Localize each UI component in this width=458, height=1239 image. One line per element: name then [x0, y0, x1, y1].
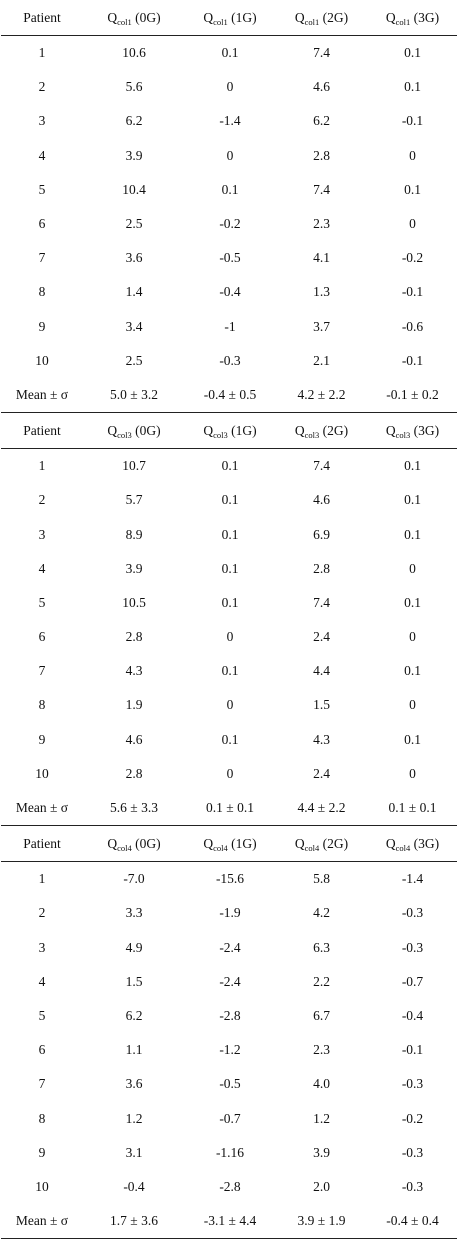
q-suffix: (0G) — [131, 835, 161, 851]
patient-id-cell: 7 — [38, 663, 46, 679]
q-suffix: (3G) — [410, 835, 440, 851]
value-cell: 3.9 — [125, 147, 143, 163]
q-symbol: Q — [107, 835, 118, 851]
value-cell: 4.9 — [125, 939, 143, 955]
patient-id-cell: 1 — [38, 45, 46, 61]
value-cell: 0 — [409, 765, 416, 781]
header-q-column — [185, 826, 275, 862]
header-row — [1, 413, 457, 449]
mean-row — [1, 1204, 457, 1239]
value-cell: 3.9 — [313, 1144, 330, 1160]
value-cell: 2.3 — [313, 1042, 330, 1058]
header-patient: Patient — [1, 413, 83, 449]
patient-id-cell: 3 — [38, 939, 46, 955]
value-cell: 2.4 — [313, 765, 330, 781]
table-row — [1, 173, 457, 207]
value-cell: 0 — [226, 79, 234, 95]
value-cell: 6.7 — [313, 1007, 330, 1023]
value-cell: -0.4 — [123, 1178, 145, 1194]
value-cell: -7.0 — [123, 871, 145, 887]
value-cell: 3.6 — [125, 1076, 143, 1092]
mean-value-cell: 5.0 ± 3.2 — [83, 378, 185, 413]
value-cell: 0 — [226, 765, 234, 781]
mean-value-cell: 4.4 ± 2.2 — [275, 791, 368, 826]
value-cell: 0 — [409, 216, 416, 232]
mean-value-cell: -0.1 ± 0.2 — [368, 378, 457, 413]
patient-id-cell: 9 — [38, 1144, 46, 1160]
value-cell: -0.2 — [219, 216, 241, 232]
table-row — [1, 552, 457, 586]
value-cell: -0.1 — [401, 1042, 424, 1058]
value-cell: -0.1 — [401, 352, 424, 368]
mean-row — [1, 791, 457, 826]
value-cell: 2.0 — [313, 1178, 330, 1194]
patient-id-cell: 5 — [38, 594, 46, 610]
value-cell: -2.8 — [219, 1007, 241, 1023]
value-cell: 8.9 — [125, 526, 143, 542]
q-subscript: col1 — [395, 16, 411, 27]
patient-id-cell: 5 — [38, 181, 46, 197]
value-cell: 0.1 — [404, 79, 421, 95]
table-row — [1, 70, 457, 104]
value-cell: 10.6 — [122, 45, 146, 61]
value-cell: 0 — [226, 147, 234, 163]
patient-id-cell: 3 — [38, 113, 46, 129]
value-cell: 6.3 — [313, 939, 330, 955]
q-symbol: Q — [203, 9, 214, 25]
value-cell: -0.1 — [401, 113, 424, 129]
value-cell: 7.4 — [313, 181, 330, 197]
value-cell: 2.2 — [313, 973, 330, 989]
mean-value-cell: -0.4 ± 0.4 — [368, 1204, 457, 1239]
value-cell: 0.1 — [221, 526, 239, 542]
value-cell: 0 — [409, 697, 416, 713]
q-symbol: Q — [385, 422, 396, 438]
patient-id-cell: 7 — [38, 1076, 46, 1092]
patient-id-cell: 6 — [38, 1042, 46, 1058]
value-cell: -0.2 — [401, 250, 424, 266]
table-row — [1, 896, 457, 930]
table-row — [1, 36, 457, 71]
header-patient: Patient — [1, 826, 83, 862]
value-cell: -0.1 — [401, 284, 424, 300]
patient-id-cell: 8 — [38, 697, 46, 713]
header-row — [1, 826, 457, 862]
value-cell: -1.16 — [215, 1144, 245, 1160]
patient-id-cell: 10 — [35, 765, 49, 781]
mean-value-cell: 4.2 ± 2.2 — [275, 378, 368, 413]
table-row — [1, 688, 457, 722]
header-q-column — [83, 826, 185, 862]
q-suffix: (3G) — [410, 422, 440, 438]
header-q-column — [368, 413, 457, 449]
value-cell: 4.0 — [313, 1076, 330, 1092]
q-subscript: col1 — [213, 16, 228, 27]
table-row — [1, 275, 457, 309]
mean-value-cell: -3.1 ± 4.4 — [185, 1204, 275, 1239]
value-cell: -2.8 — [219, 1178, 241, 1194]
q-subscript: col3 — [117, 429, 132, 440]
value-cell: 5.6 — [125, 79, 143, 95]
header-row — [1, 0, 457, 36]
value-cell: 0.1 — [221, 560, 239, 576]
patient-id-cell: 2 — [38, 79, 46, 95]
value-cell: 4.1 — [313, 250, 330, 266]
value-cell: 0 — [226, 697, 234, 713]
value-cell: -15.6 — [215, 871, 245, 887]
q-symbol: Q — [385, 835, 396, 851]
q-suffix: (0G) — [131, 422, 161, 438]
patient-id-cell: 10 — [35, 352, 49, 368]
value-cell: -2.4 — [219, 939, 241, 955]
table-section-col3 — [1, 413, 457, 826]
value-cell: 2.5 — [125, 216, 143, 232]
patient-id-cell: 6 — [38, 629, 46, 645]
q-subscript: col4 — [117, 842, 132, 853]
q-symbol: Q — [294, 835, 305, 851]
data-table — [1, 0, 457, 1239]
value-cell: 1.5 — [125, 973, 143, 989]
table-row — [1, 1136, 457, 1170]
q-subscript: col3 — [304, 429, 320, 440]
value-cell: 7.4 — [313, 458, 330, 474]
value-cell: 0.1 — [404, 731, 421, 747]
q-subscript: col4 — [304, 842, 320, 853]
value-cell: 0.1 — [221, 458, 239, 474]
value-cell: 10.4 — [122, 181, 146, 197]
q-symbol: Q — [294, 9, 305, 25]
value-cell: 3.9 — [125, 560, 143, 576]
patient-id-cell: 7 — [38, 250, 46, 266]
value-cell: -0.7 — [401, 973, 424, 989]
table-row — [1, 344, 457, 378]
patient-id-cell: 3 — [38, 526, 46, 542]
value-cell: 1.4 — [125, 284, 143, 300]
q-subscript: col4 — [395, 842, 411, 853]
table-row — [1, 241, 457, 275]
q-symbol: Q — [203, 835, 214, 851]
value-cell: -0.3 — [401, 1144, 424, 1160]
table-section-col4 — [1, 826, 457, 1239]
header-patient: Patient — [1, 0, 83, 36]
value-cell: -0.4 — [401, 1007, 424, 1023]
mean-value-cell: 3.9 ± 1.9 — [275, 1204, 368, 1239]
table-row — [1, 654, 457, 688]
header-q-column — [275, 0, 368, 36]
value-cell: 1.3 — [313, 284, 330, 300]
table-section-col1 — [1, 0, 457, 413]
value-cell: 7.4 — [313, 45, 330, 61]
mean-value-cell: 1.7 ± 3.6 — [83, 1204, 185, 1239]
q-suffix: (2G) — [319, 422, 349, 438]
value-cell: -0.3 — [219, 352, 241, 368]
value-cell: 5.7 — [125, 492, 143, 508]
q-suffix: (2G) — [319, 835, 349, 851]
mean-row — [1, 378, 457, 413]
patient-id-cell: 8 — [38, 1110, 46, 1126]
value-cell: 0.1 — [221, 594, 239, 610]
value-cell: 10.7 — [122, 458, 146, 474]
value-cell: 6.2 — [313, 113, 330, 129]
header-q-column — [83, 413, 185, 449]
patient-id-cell: 4 — [38, 147, 46, 163]
value-cell: -1.9 — [219, 905, 241, 921]
mean-label: Mean ± σ — [1, 791, 83, 826]
value-cell: 4.2 — [313, 905, 330, 921]
value-cell: 3.4 — [125, 318, 143, 334]
value-cell: 0 — [226, 629, 234, 645]
mean-value-cell: 0.1 ± 0.1 — [368, 791, 457, 826]
value-cell: 2.8 — [313, 147, 330, 163]
value-cell: 6.2 — [125, 1007, 143, 1023]
value-cell: -0.3 — [401, 1076, 424, 1092]
value-cell: 0 — [409, 560, 416, 576]
value-cell: -1.4 — [401, 871, 424, 887]
header-q-column — [83, 0, 185, 36]
q-subscript: col3 — [213, 429, 228, 440]
patient-id-cell: 9 — [38, 318, 46, 334]
value-cell: -2.4 — [219, 973, 241, 989]
value-cell: -0.6 — [401, 318, 424, 334]
header-q-column — [368, 0, 457, 36]
q-symbol: Q — [294, 422, 305, 438]
mean-label: Mean ± σ — [1, 1204, 83, 1239]
q-suffix: (1G) — [227, 835, 257, 851]
patient-id-cell: 4 — [38, 560, 46, 576]
value-cell: 0.1 — [404, 458, 421, 474]
value-cell: 6.9 — [313, 526, 330, 542]
value-cell: 4.6 — [313, 492, 330, 508]
table-row — [1, 586, 457, 620]
value-cell: 2.8 — [125, 629, 143, 645]
table-row — [1, 931, 457, 965]
table-row — [1, 1170, 457, 1204]
table-row — [1, 1033, 457, 1067]
table-row — [1, 999, 457, 1033]
header-q-column — [275, 413, 368, 449]
patient-id-cell: 1 — [38, 871, 46, 887]
value-cell: -0.2 — [401, 1110, 424, 1126]
value-cell: 2.4 — [313, 629, 330, 645]
value-cell: 2.8 — [125, 765, 143, 781]
value-cell: 1.5 — [313, 697, 330, 713]
mean-value-cell: 0.1 ± 0.1 — [185, 791, 275, 826]
value-cell: 3.3 — [125, 905, 143, 921]
value-cell: 5.8 — [313, 871, 330, 887]
value-cell: 4.6 — [125, 731, 143, 747]
value-cell: 3.1 — [125, 1144, 143, 1160]
value-cell: -0.3 — [401, 939, 424, 955]
table-row — [1, 483, 457, 517]
patient-id-cell: 1 — [38, 458, 46, 474]
q-symbol: Q — [107, 422, 118, 438]
value-cell: 0.1 — [221, 663, 239, 679]
header-q-column — [275, 826, 368, 862]
value-cell: 1.2 — [313, 1110, 330, 1126]
value-cell: 10.5 — [122, 594, 146, 610]
patient-id-cell: 4 — [38, 973, 46, 989]
q-symbol: Q — [107, 9, 118, 25]
q-subscript: col3 — [395, 429, 411, 440]
table-row — [1, 139, 457, 173]
table-row — [1, 517, 457, 551]
header-q-column — [185, 0, 275, 36]
q-subscript: col1 — [117, 16, 132, 27]
value-cell: 2.3 — [313, 216, 330, 232]
value-cell: 1.2 — [125, 1110, 143, 1126]
patient-id-cell: 10 — [35, 1178, 49, 1194]
table-row — [1, 1101, 457, 1135]
table-row — [1, 310, 457, 344]
table-row — [1, 104, 457, 138]
value-cell: -0.5 — [219, 1076, 241, 1092]
value-cell: 2.8 — [313, 560, 330, 576]
value-cell: 1.9 — [125, 697, 143, 713]
q-symbol: Q — [385, 9, 396, 25]
q-suffix: (0G) — [131, 9, 161, 25]
patient-id-cell: 2 — [38, 492, 46, 508]
q-suffix: (3G) — [410, 9, 440, 25]
value-cell: 3.7 — [313, 318, 330, 334]
value-cell: 0.1 — [221, 492, 239, 508]
table-row — [1, 620, 457, 654]
q-subscript: col4 — [213, 842, 228, 853]
header-q-column — [368, 826, 457, 862]
mean-label: Mean ± σ — [1, 378, 83, 413]
value-cell: 0.1 — [404, 492, 421, 508]
table-row — [1, 965, 457, 999]
mean-value-cell: -0.4 ± 0.5 — [185, 378, 275, 413]
q-symbol: Q — [203, 422, 214, 438]
value-cell: 2.5 — [125, 352, 143, 368]
header-q-column — [185, 413, 275, 449]
value-cell: -0.3 — [401, 905, 424, 921]
value-cell: -0.7 — [219, 1110, 241, 1126]
value-cell: 7.4 — [313, 594, 330, 610]
patient-id-cell: 2 — [38, 905, 46, 921]
q-suffix: (1G) — [227, 422, 257, 438]
value-cell: 3.6 — [125, 250, 143, 266]
value-cell: 1.1 — [125, 1042, 143, 1058]
value-cell: 0.1 — [221, 181, 239, 197]
value-cell: -1.4 — [219, 113, 241, 129]
patient-id-cell: 5 — [38, 1007, 46, 1023]
value-cell: 0.1 — [221, 731, 239, 747]
table-row — [1, 449, 457, 484]
q-suffix: (2G) — [319, 9, 349, 25]
value-cell: 4.3 — [125, 663, 143, 679]
patient-id-cell: 9 — [38, 731, 46, 747]
value-cell: 0.1 — [404, 181, 421, 197]
mean-value-cell: 5.6 ± 3.3 — [83, 791, 185, 826]
value-cell: -1 — [224, 318, 236, 334]
q-subscript: col1 — [304, 16, 320, 27]
value-cell: 0.1 — [404, 663, 421, 679]
value-cell: 0.1 — [221, 45, 239, 61]
value-cell: 4.3 — [313, 731, 330, 747]
table-row — [1, 723, 457, 757]
value-cell: -0.5 — [219, 250, 241, 266]
value-cell: 0.1 — [404, 526, 421, 542]
value-cell: 0 — [409, 629, 416, 645]
value-cell: 0.1 — [404, 45, 421, 61]
value-cell: 0.1 — [404, 594, 421, 610]
value-cell: -1.2 — [219, 1042, 241, 1058]
value-cell: 6.2 — [125, 113, 143, 129]
value-cell: -0.4 — [219, 284, 241, 300]
table-row — [1, 862, 457, 897]
value-cell: 4.4 — [313, 663, 330, 679]
patient-id-cell: 6 — [38, 216, 46, 232]
value-cell: 2.1 — [313, 352, 330, 368]
patient-id-cell: 8 — [38, 284, 46, 300]
table-row — [1, 757, 457, 791]
table-row — [1, 207, 457, 241]
value-cell: 4.6 — [313, 79, 330, 95]
value-cell: 0 — [409, 147, 416, 163]
table-row — [1, 1067, 457, 1101]
q-suffix: (1G) — [227, 9, 257, 25]
value-cell: -0.3 — [401, 1178, 424, 1194]
